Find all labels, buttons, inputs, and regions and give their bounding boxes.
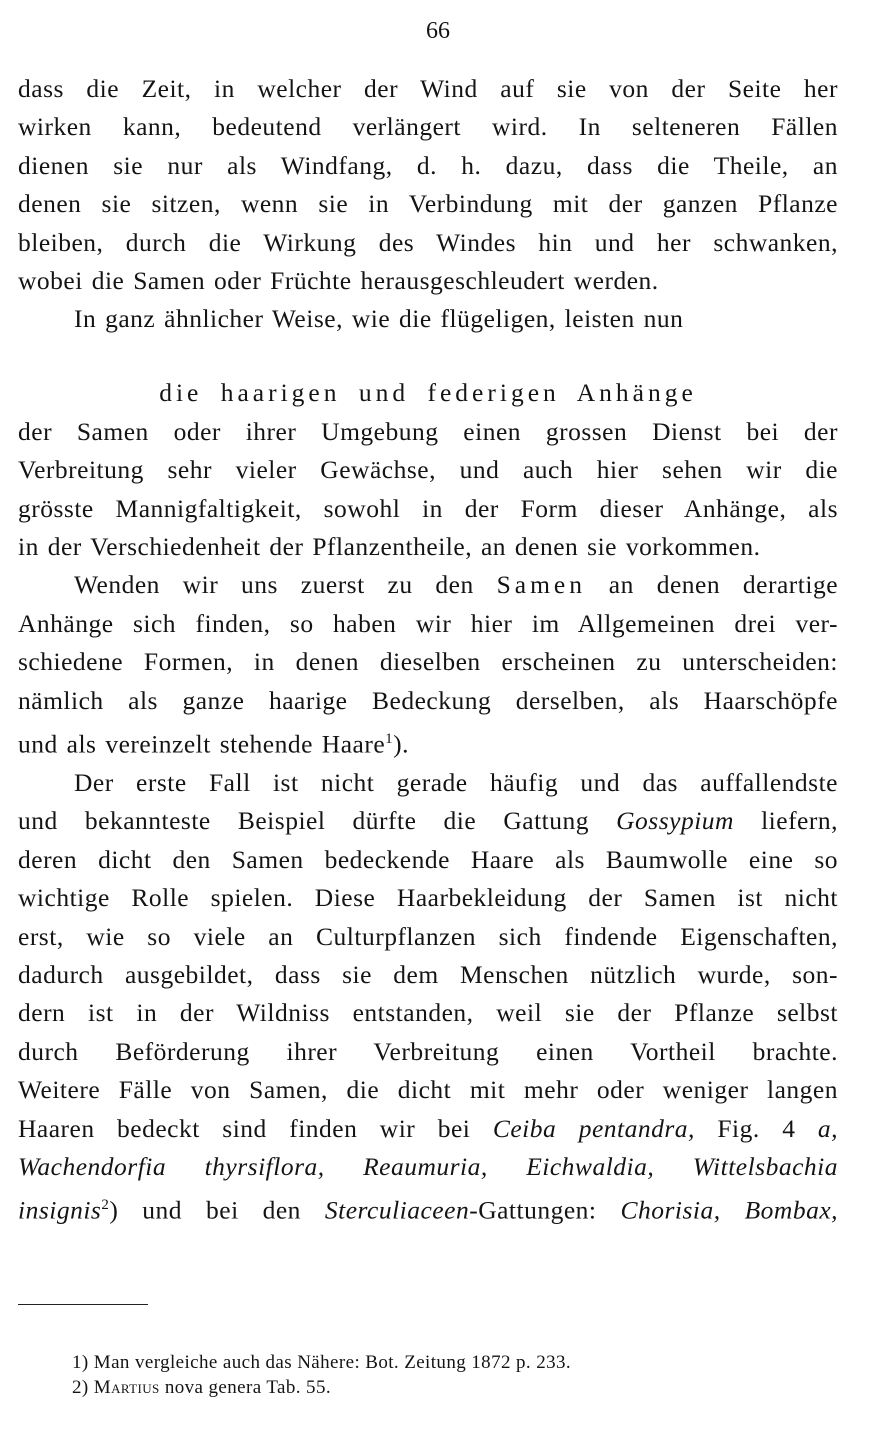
text-line: und als vereinzelt stehende Haare$^1$). (18, 729, 410, 759)
text-line: schiedene Formen, in denen dieselben erscheinen zu unterscheiden: (18, 647, 838, 677)
text-line: wobei die Samen oder Früchte herausgeschleudert werden. (18, 266, 659, 296)
footnote-ref: 1 (385, 731, 394, 748)
paragraph (18, 413, 838, 567)
emphasized-word: Samen (496, 570, 586, 600)
text-line: durch Beförderung ihrer Verbreitung einen Vortheil brachte. (18, 1036, 838, 1066)
genus-name: Wittelsbachia (692, 1152, 839, 1182)
text-line: Verbreitung sehr vieler Gewächse, und auch hier sehen wir die (18, 455, 838, 485)
main-text (18, 70, 838, 1230)
section-heading: die haarigen und federigen Anhänge (159, 377, 697, 407)
text-line: Haaren bedeckt sind finden wir bei Ceiba pentandra, Fig. 4 a, (18, 1113, 839, 1143)
genus-name: Reaumuria, (363, 1152, 488, 1182)
family-name: Sterculiaceen (324, 1195, 470, 1225)
footnote-ref: 2 (101, 1197, 110, 1214)
text-line: dienen sie nur als Windfang, d. h. dazu, dass die Theile, an (18, 150, 838, 180)
footnote-1: 1) Man vergleiche auch das Nähere: Bot. Zeitung 1872 p. 233. (72, 1352, 572, 1373)
genus-name: Chorisia, (620, 1195, 721, 1225)
footnotes (72, 1350, 571, 1400)
text-line: in der Verschiedenheit der Pflanzentheile, an denen sie vorkommen. (18, 532, 761, 562)
text-line (18, 1148, 838, 1186)
text-line: der Samen oder ihrer Umgebung einen grossen Dienst bei der (18, 416, 838, 446)
text-line: dadurch ausgebildet, dass sie dem Menschen nützlich wurde, son- (18, 960, 838, 990)
text-line: erst, wie so viele an Culturpflanzen sich findende Eigenschaften, (18, 921, 838, 951)
paragraph-continuation (18, 70, 838, 300)
species-name: Wachendorfia thyrsiflora, (18, 1152, 325, 1182)
text-line: nämlich als ganze haarige Bedeckung derselben, als Haarschöpfe (18, 685, 838, 715)
text-line: grösste Mannigfaltigkeit, sowohl in der Form dieser Anhänge, als (18, 493, 838, 523)
text-line: Wenden wir uns zuerst zu den Samen an denen derartige (74, 570, 839, 600)
text-line: Anhänge sich finden, so haben wir hier im Allgemeinen drei ver- (18, 608, 838, 638)
text-line: insignis$^2$) und bei den Sterculiaceen-Gattungen: Chorisia, Bombax, (18, 1195, 839, 1225)
text-line: denen sie sitzen, wenn sie in Verbindung mit der ganzen Pflanze (18, 189, 838, 219)
genus-name: Gossypium (616, 806, 734, 836)
page-number: 66 (426, 18, 450, 44)
text-line: und bekannteste Beispiel dürfte die Gattung Gossypium liefern, (18, 806, 838, 836)
text-line: In ganz ähnlicher Weise, wie die flügeligen, leisten nun (74, 304, 684, 334)
text-line: wirken kann, bedeutend verlängert wird. In selteneren Fällen (18, 112, 838, 142)
text-line: Weitere Fälle von Samen, die dicht mit mehr oder weniger langen (18, 1075, 838, 1105)
text-line: deren dicht den Samen bedeckende Haare als Baumwolle eine so (18, 844, 838, 874)
species-name: Ceiba pentandra, (492, 1113, 695, 1143)
footnote-divider (18, 1304, 148, 1305)
paragraph (18, 764, 838, 1230)
text-line: dass die Zeit, in welcher der Wind auf sie von der Seite her (18, 74, 838, 103)
paragraph (18, 566, 838, 764)
text-line: Der erste Fall ist nicht gerade häufig und das auffallendste (74, 768, 838, 797)
author-name: Martius (93, 1377, 160, 1398)
text-line: dern ist in der Wildniss entstanden, weil sie der Pflanze selbst (18, 998, 838, 1028)
text-line: wichtige Rolle spielen. Diese Haarbekleidung der Samen ist nicht (18, 883, 838, 913)
footnote-2: 2) Martius nova genera Tab. 55. (72, 1377, 332, 1398)
text-line: bleiben, durch die Wirkung des Windes hin und her schwanken, (18, 227, 838, 257)
genus-name: Bombax, (744, 1195, 839, 1225)
genus-name: Eichwaldia, (526, 1152, 655, 1182)
